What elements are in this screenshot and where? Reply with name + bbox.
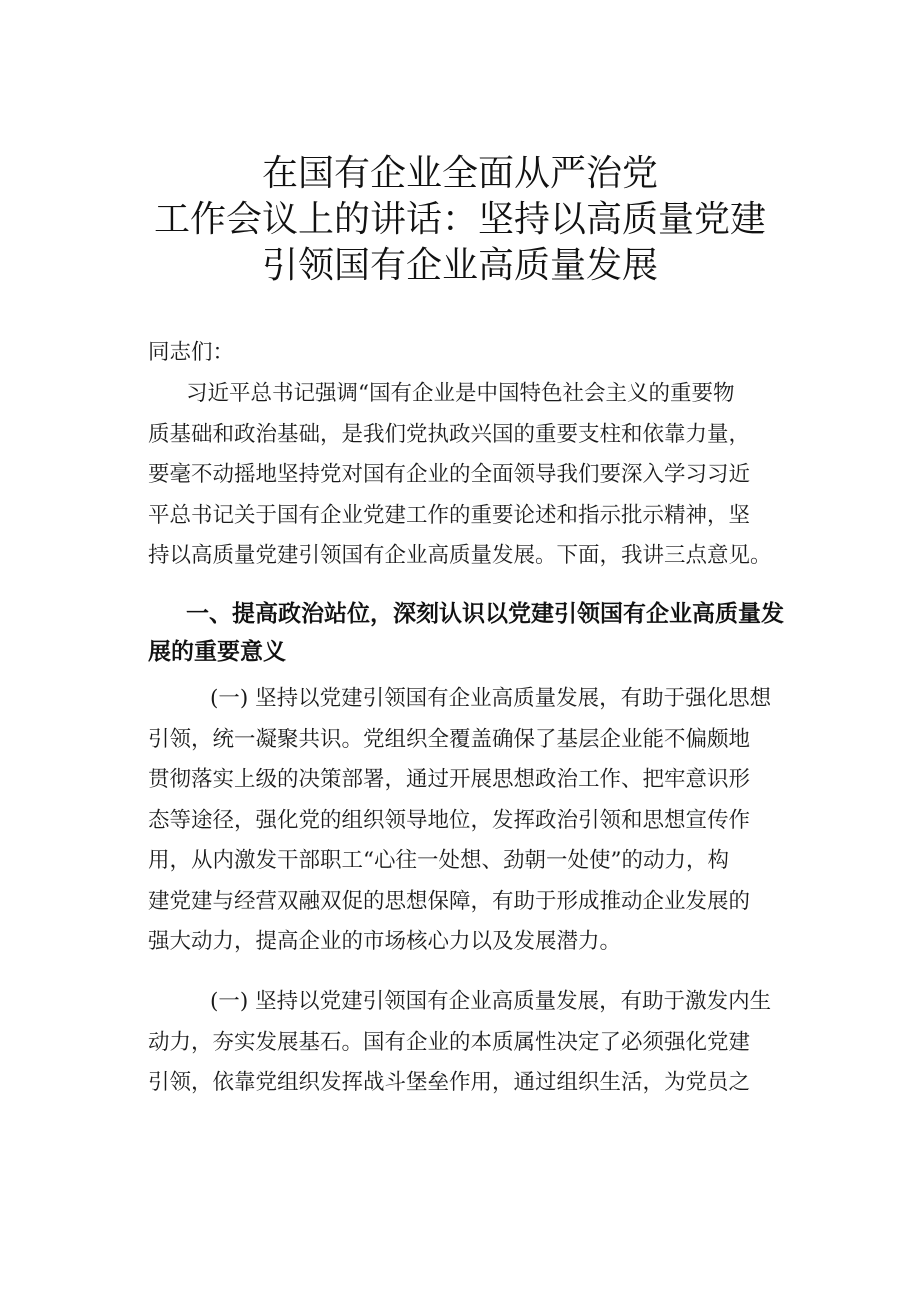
title-line-1: 在国有企业全面从严治党 <box>261 153 658 194</box>
title-line-3: 引领国有企业高质量发展 <box>261 245 658 286</box>
para1-line: 引领，统一凝聚共识。党组织全覆盖确保了基层企业能不偏颇地 <box>148 726 751 752</box>
para2-line: (一) 坚持以党建引领国有企业高质量发展，有助于激发内生 <box>210 989 772 1014</box>
intro-line: 持以高质量党建引领国有企业高质量发展。下面，我讲三点意见。 <box>148 543 772 568</box>
heading-line: 一、提高政治站位，深刻认识以党建引领国有企业高质量发 <box>186 601 784 627</box>
para1-line: 贯彻落实上级的决策部署，通过开展思想政治工作、把牢意识形 <box>148 767 751 792</box>
heading-line: 展的重要意义 <box>148 639 286 665</box>
para1-line: 态等途径，强化党的组织领导地位，发挥政治引领和思想宣传作 <box>148 807 751 833</box>
paragraph-1 <box>148 679 798 963</box>
para1-line: 建党建与经营双融双促的思想保障，有助于形成推动企业发展的 <box>148 888 751 914</box>
intro-line: 要毫不动摇地坚持党对国有企业的全面领导我们要深入学习习近 <box>148 462 751 487</box>
para1-line: 强大动力，提高企业的市场核心力以及发展潜力。 <box>148 929 622 954</box>
paragraph-2 <box>148 982 798 1104</box>
intro-line: 平总书记关于国有企业党建工作的重要论述和指示批示精神，坚 <box>148 502 751 528</box>
para1-line: 用，从内激发干部职工“心往一处想、劲朝一处使”的动力，构 <box>148 848 729 873</box>
title-line-2: 工作会议上的讲话：坚持以高质量党建 <box>153 199 766 240</box>
intro-line: 质基础和政治基础，是我们党执政兴国的重要支柱和依靠力量， <box>148 421 751 447</box>
salutation <box>148 333 798 374</box>
section-1-heading <box>148 595 798 671</box>
intro-line: 习近平总书记强调“国有企业是中国特色社会主义的重要物 <box>186 381 735 406</box>
para2-line: 引领，依靠党组织发挥战斗堡垒作用，通过组织生活，为党员之 <box>148 1070 751 1095</box>
intro-paragraph <box>148 374 798 577</box>
salutation-text: 同志们： <box>148 340 235 365</box>
para2-line: 动力，夯实发展基石。国有企业的本质属性决定了必须强化党建 <box>148 1029 751 1055</box>
para1-line: (一) 坚持以党建引领国有企业高质量发展，有助于强化思想 <box>210 686 772 711</box>
